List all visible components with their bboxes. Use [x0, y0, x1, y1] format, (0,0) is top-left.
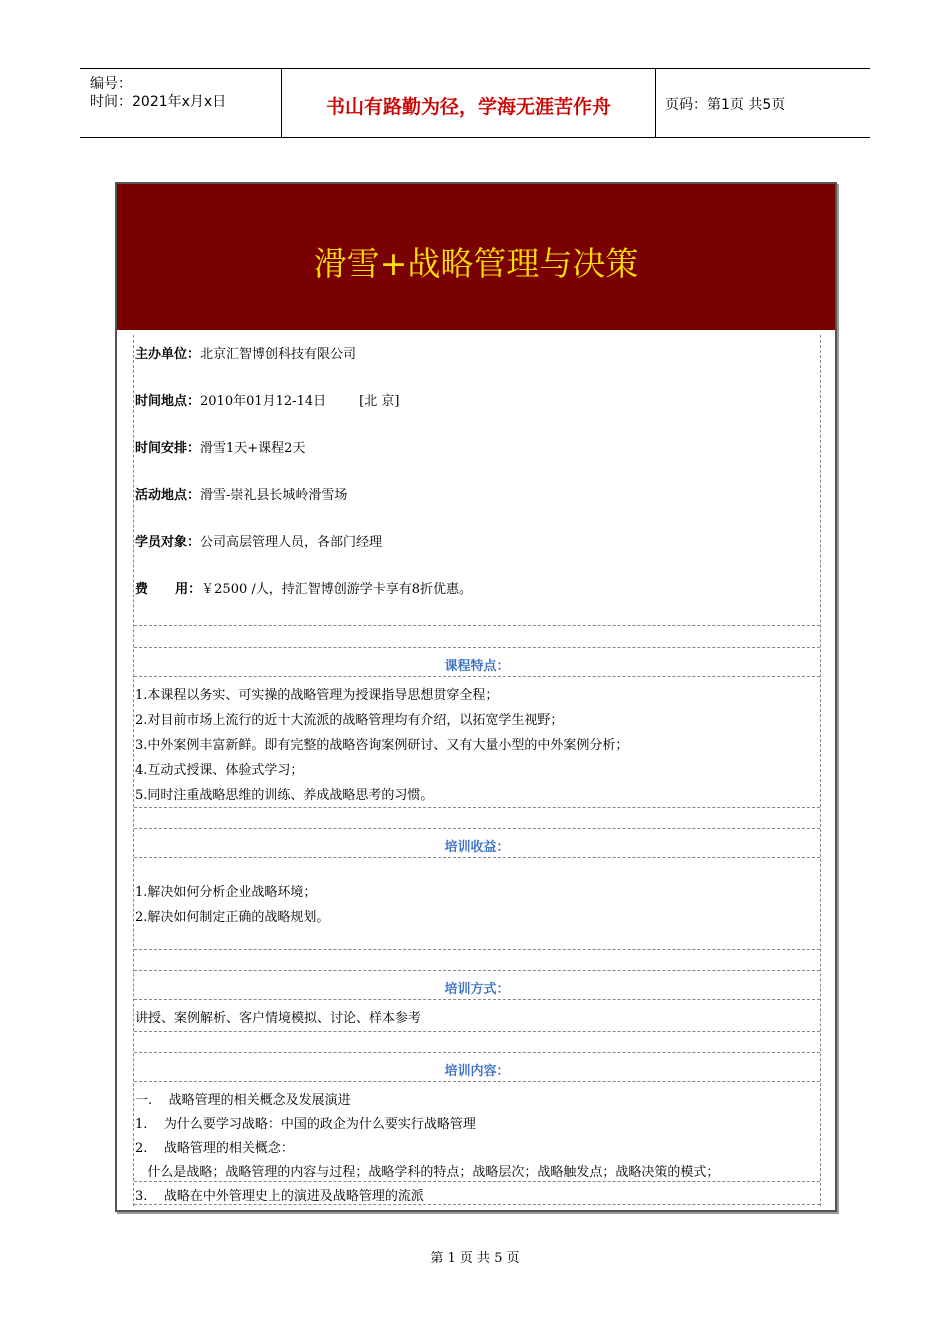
- benefits-item: 2.解决如何制定正确的战略规划。: [135, 910, 330, 925]
- features-item: 4.互动式授课、体验式学习；: [135, 763, 304, 778]
- info-audience: 学员对象：公司高层管理人员，各部门经理: [135, 535, 383, 550]
- features-item: 1.本课程以务实、可实操的战略管理为授课指导思想贯穿全程；: [135, 688, 499, 703]
- course-card: [115, 182, 837, 1212]
- course-title: 滑雪+战略管理与决策: [313, 244, 639, 283]
- page-footer: 第 1 页 共 5 页: [430, 1251, 520, 1266]
- motto: 书山有路勤为径，学海无涯苦作舟: [325, 96, 611, 118]
- title-banner: [117, 184, 835, 330]
- document-header: [80, 68, 870, 138]
- benefits-item: 1.解决如何分析企业战略环境；: [135, 885, 317, 900]
- page-code: 页码：第1页 共5页: [665, 97, 786, 113]
- header-meta-cell: [80, 69, 281, 137]
- divider: [134, 857, 820, 858]
- benefits-heading: 培训收益：: [444, 840, 510, 855]
- features-item: 2.对目前市场上流行的近十大流派的战略管理均有介绍，以拓宽学生视野；: [135, 713, 564, 728]
- divider: [134, 828, 820, 829]
- content-item: 3. 战略在中外管理史上的演进及战略管理的流派: [135, 1189, 424, 1204]
- method-text: 讲授、案例解析、客户情境模拟、讨论、样本参考: [135, 1011, 422, 1026]
- divider: [134, 1081, 820, 1082]
- header-page-cell: [655, 69, 870, 137]
- content-item: 2. 战略管理的相关概念：: [135, 1141, 294, 1156]
- number-label: 编号：: [90, 76, 132, 92]
- divider: [134, 807, 820, 808]
- info-venue: 活动地点：滑雪-崇礼县长城岭滑雪场: [135, 488, 348, 503]
- divider: [134, 949, 820, 950]
- divider: [134, 1031, 820, 1032]
- time-label: 时间：2021年x月x日: [90, 94, 227, 110]
- divider: [134, 1181, 820, 1182]
- features-heading: 课程特点：: [444, 659, 510, 674]
- content-item: 一. 战略管理的相关概念及发展演进: [135, 1093, 351, 1108]
- content-item: 1. 为什么要学习战略：中国的政企为什么要实行战略管理: [135, 1117, 476, 1132]
- info-time-place: 时间地点：2010年01月12-14日 [北 京]: [135, 394, 400, 409]
- features-item: 3.中外案例丰富新鲜。即有完整的战略咨询案例研讨、又有大量小型的中外案例分析；: [135, 738, 629, 753]
- info-organizer: 主办单位：北京汇智博创科技有限公司: [135, 347, 357, 362]
- divider: [134, 1204, 820, 1205]
- divider: [134, 999, 820, 1000]
- course-details: [133, 335, 821, 1206]
- divider: [134, 1052, 820, 1053]
- content-heading: 培训内容：: [444, 1064, 510, 1079]
- header-motto-cell: [281, 69, 656, 137]
- features-item: 5.同时注重战略思维的训练、养成战略思考的习惯。: [135, 788, 434, 803]
- divider: [134, 970, 820, 971]
- method-heading: 培训方式：: [444, 982, 510, 997]
- divider: [134, 647, 820, 648]
- info-fee: 费 用：￥2500 /人，持汇智博创游学卡享有8折优惠。: [135, 582, 473, 597]
- divider: [134, 676, 820, 677]
- divider: [134, 625, 820, 626]
- info-schedule: 时间安排：滑雪1天+课程2天: [135, 441, 306, 456]
- content-item: 什么是战略；战略管理的内容与过程；战略学科的特点；战略层次；战略触发点；战略决策的模式；: [135, 1165, 720, 1180]
